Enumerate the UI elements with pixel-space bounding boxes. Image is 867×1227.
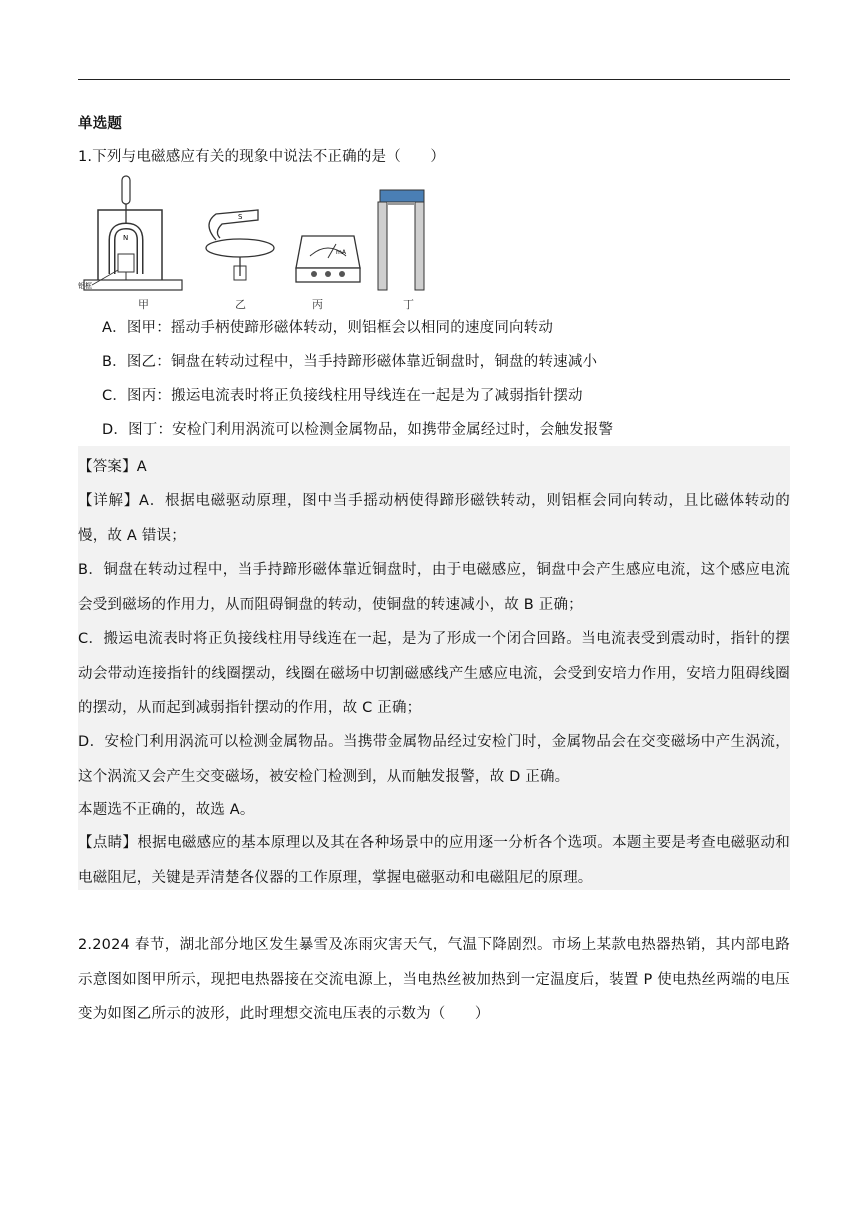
figure-ding-security-gate: [374, 188, 428, 294]
figure-label-ding: 丁: [403, 298, 414, 311]
detail-d: D．安检门利用涡流可以检测金属物品。当携带金属物品经过安检门时，金属物品会在交变磁场中产生涡流，这个涡流又会产生交变磁场，被安检门检测到，从而触发报警，故 D 正确。: [78, 734, 790, 785]
figure-jia-crank-magnet: [78, 174, 188, 298]
detail-c: C．搬运电流表时将正负接线柱用导线连在一起，是为了形成一个闭合回路。当电流表受到震动时，指针的摆动会带动连接指针的线圈摆动，线圈在磁场中切割磁感线产生感应电流，会受到安培力作用，安培力阻碍线圈的摆动，从而起到减弱指针摆动的作用，故 C 正确；: [78, 631, 790, 716]
detail-a: 【详解】A．根据电磁驱动原理，图中当手摇动柄使得蹄形磁铁转动，则铝框会同向转动，且比磁体转动的慢，故 A 错误；: [78, 493, 790, 544]
figure-label-jia: 甲: [138, 298, 149, 311]
meter-unit-label: mA: [336, 249, 346, 256]
option-a: A．图甲：摇动手柄使蹄形磁体转动，则铝框会以相同的速度同向转动: [102, 320, 554, 336]
option-c: C．图丙：搬运电流表时将正负接线柱用导线连在一起是为了减弱指针摆动: [102, 388, 583, 404]
section-title: 单选题: [78, 116, 123, 132]
option-d: D．图丁：安检门利用涡流可以检测金属物品，如携带金属经过时，会触发报警: [102, 422, 614, 438]
figure-yi-copper-disk: [200, 204, 280, 294]
comment-text: 【点睛】根据电磁感应的基本原理以及其在各种场景中的应用逐一分析各个选项。本题主要是考查电磁驱动和电磁阻尼，关键是弄清楚各仪器的工作原理，掌握电磁驱动和电磁阻尼的原理。: [78, 835, 790, 886]
question-2-stem: 2.2024 春节，湖北部分地区发生暴雪及冻雨灾害天气，气温下降剧烈。市场上某款电热器热销，其内部电路示意图如图甲所示，现把电热器接在交流电源上，当电热丝被加热到一定温度后，装置 P 使电热丝两端的电压变为如图乙所示的波形，此时理想交流电压表的示数为（ ）: [78, 937, 790, 1022]
figure-label-bing: 丙: [312, 298, 323, 311]
s-pole-label: S: [238, 213, 243, 221]
header-rule: [78, 79, 790, 80]
answer-text: 【答案】A: [78, 459, 147, 475]
question-1-figures: [78, 174, 438, 312]
n-pole-label: N: [123, 234, 129, 242]
detail-b: B．铜盘在转动过程中，当手持蹄形磁体靠近铜盘时，由于电磁感应，铜盘中会产生感应电流，这个感应电流会受到磁场的作用力，从而阻碍铜盘的转动，使铜盘的转速减小，故 B 正确；: [78, 562, 790, 613]
figure-label-yi: 乙: [235, 298, 246, 311]
alum-frame-label: 铝框: [78, 282, 92, 290]
question-1-stem: 1.下列与电磁感应有关的现象中说法不正确的是（ ）: [78, 149, 446, 165]
option-b: B．图乙：铜盘在转动过程中，当手持蹄形磁体靠近铜盘时，铜盘的转速减小: [102, 354, 598, 370]
detail-conclusion: 本题选不正确的，故选 A。: [78, 802, 255, 818]
figure-bing-ammeter: [290, 228, 366, 290]
